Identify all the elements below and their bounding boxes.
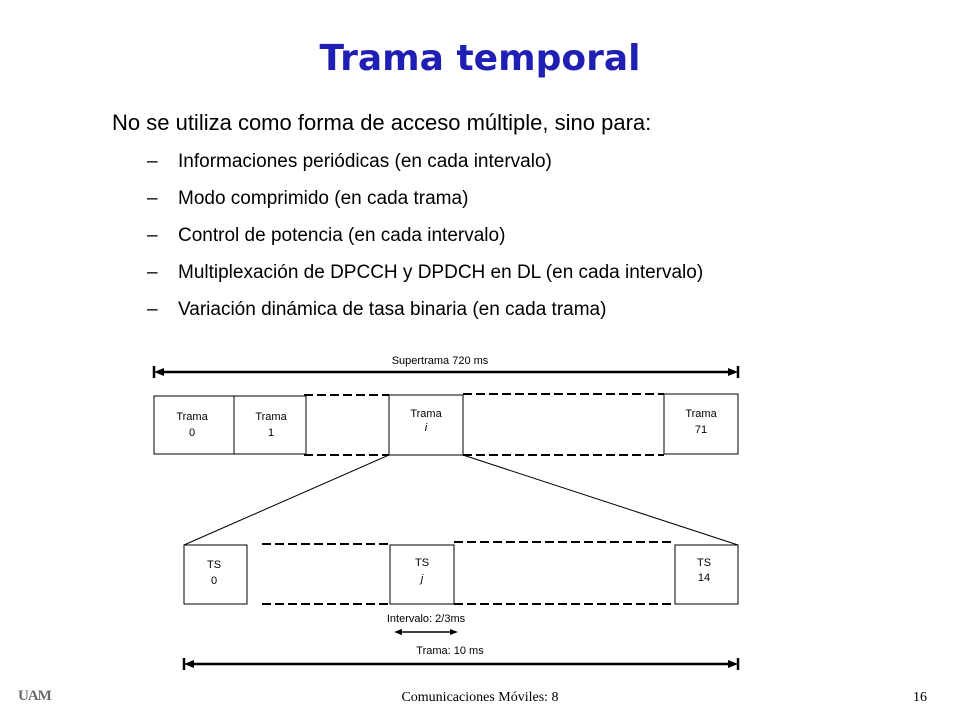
footer-course: Comunicaciones Móviles: 8 (401, 690, 559, 705)
bullet-text: Informaciones periódicas (en cada intervalo) (178, 151, 552, 172)
bullet-dash: – (147, 262, 158, 283)
uam-logo: UAM (18, 688, 51, 704)
slot-duration-arrow (394, 629, 458, 635)
slot-gap-dashes (262, 542, 675, 604)
frame-0-line2: 0 (188, 427, 196, 439)
frame-i-line1: Trama (410, 408, 442, 420)
frame-71-line1: Trama (685, 408, 717, 420)
bullet-text: Modo comprimido (en cada trama) (178, 188, 469, 209)
page-number: 16 (913, 690, 927, 705)
slot-0-line1: TS (206, 559, 222, 571)
slot-j-line2: j (420, 573, 424, 585)
bullet-text: Variación dinámica de tasa binaria (en cada trama) (178, 299, 607, 320)
bullet-text: Control de potencia (en cada intervalo) (178, 225, 506, 246)
bullet-dash: – (147, 299, 158, 320)
frame-gap-dashes (304, 394, 664, 455)
bullet-dash: – (147, 151, 158, 172)
zoom-lines (184, 455, 738, 545)
slot-0-line2: 0 (210, 575, 218, 587)
slots-row (184, 542, 738, 604)
slot-14-line2: 14 (697, 572, 711, 584)
frame-1-line2: 1 (267, 427, 275, 439)
frame-i-line2: i (424, 422, 428, 434)
frame-box-0-1 (154, 396, 306, 454)
bullet-text: Multiplexación de DPCCH y DPDCH en DL (en cada intervalo) (178, 262, 704, 283)
slot-14-line1: TS (696, 557, 712, 569)
bullet-dash: – (147, 225, 158, 246)
frame-duration-label: Trama: 10 ms (416, 645, 484, 657)
frame-0-line1: Trama (176, 411, 208, 423)
frame-duration-arrow (184, 658, 738, 670)
intro-text: No se utiliza como forma de acceso múltiple, sino para: (112, 110, 652, 135)
slot-duration-label: Intervalo: 2/3ms (386, 613, 466, 625)
frames-row (154, 394, 738, 455)
slide-title: Trama temporal (319, 38, 641, 79)
frame-71-line2: 71 (694, 424, 708, 436)
frame-1-line1: Trama (255, 411, 287, 423)
superframe-arrow (154, 366, 738, 378)
bullet-dash: – (147, 188, 158, 209)
slot-j-line1: TS (414, 557, 430, 569)
superframe-label: Supertrama 720 ms (391, 355, 489, 367)
